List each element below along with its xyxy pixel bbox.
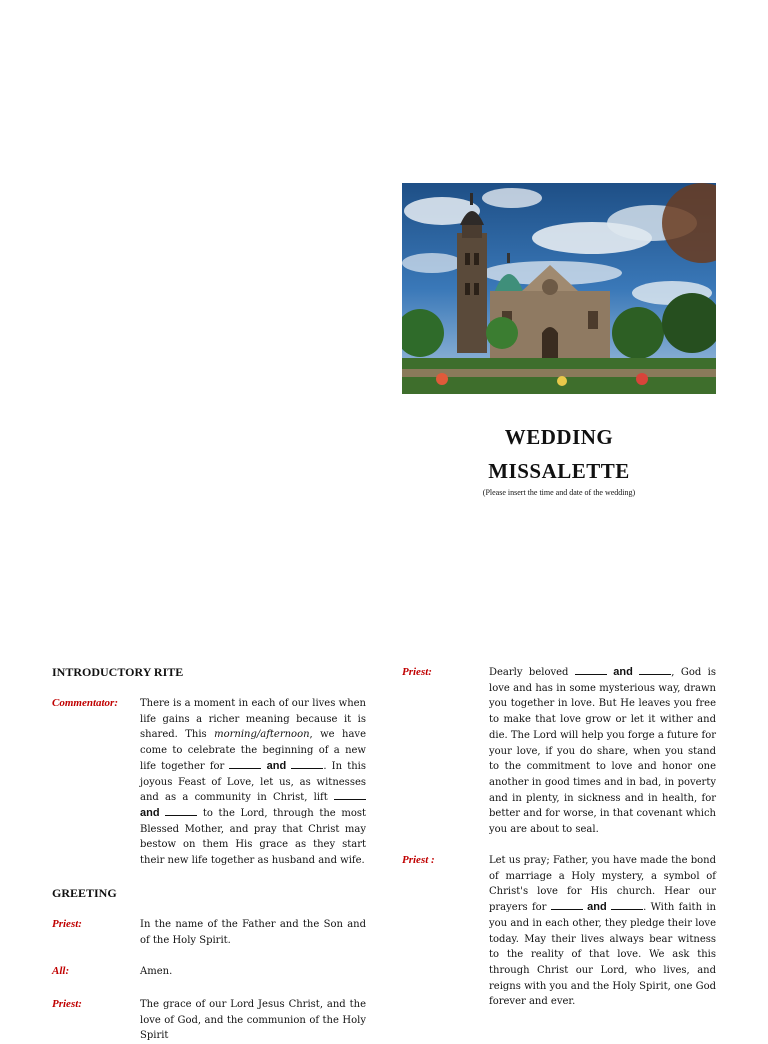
role-priest: Priest: xyxy=(52,998,82,1010)
priest-prayer-text: Let us pray; Father, you have made the bond of marriage a Holy mystery, a symbol of Christ's love for His church. Hear our prayers for and . With faith in you and in each other, they pledge their love today. May their lives always bear witness to the reality of that love. We ask this through Christ our Lord, who lives, and reigns with you and the Holy Spirit, one God forever and ever. xyxy=(489,855,716,1008)
name-blank xyxy=(611,900,643,910)
emphasis-morning-afternoon: morning/afternoon xyxy=(214,729,310,741)
cover-title-line2: MISSALETTE xyxy=(488,459,630,483)
priest-address-text: Dearly beloved and , God is love and has in some mysterious way, drawn you together in love. But He leaves you free to make that love grow or let it wither and die. The Lord will help you forge a future for your love, if you do share, when you stand to the commitment to love and honor one another in good times and in bad, in poverty and in plenty, in sickness and in health, for better and for worse, in that covenant which you are about to seal. xyxy=(489,666,717,836)
name-blank xyxy=(639,665,671,675)
priest-grace-text: The grace of our Lord Jesus Christ, and the love of God, and the communion of the Holy Spirit xyxy=(140,999,366,1042)
priest-greeting-text: In the name of the Father and the Son and of the Holy Spirit. xyxy=(140,919,366,946)
heading-greeting: GREETING xyxy=(52,886,117,900)
cover-title-line1: WEDDING xyxy=(504,425,614,449)
role-priest: Priest: xyxy=(402,666,432,678)
name-blank xyxy=(334,790,366,800)
manila-cathedral-photo xyxy=(402,183,716,394)
name-blank xyxy=(165,806,197,816)
role-commentator: Commentator: xyxy=(52,697,119,709)
cover-note: (Please insert the time and date of the wedding) xyxy=(482,488,636,497)
role-all: All: xyxy=(52,965,70,977)
heading-introductory-rite: INTRODUCTORY RITE xyxy=(52,665,184,679)
commentator-text: There is a moment in each of our lives when life gains a richer meaning because it is shared. This morning/afternoon, we have come to celebrate the beginning of a new life together for and . In this joyous Feast of Love, let us, as witnesses and as a community in Christ, lift and to the Lord, through the most Blessed Mother, and pray that Christ may bestow on them His grace as they start their new life together as husband and wife. xyxy=(140,698,367,867)
name-blank xyxy=(229,759,261,769)
name-blank xyxy=(551,900,583,910)
role-priest: Priest : xyxy=(402,854,435,866)
name-blank xyxy=(291,759,323,769)
role-priest: Priest: xyxy=(52,918,82,930)
cover-photo xyxy=(402,183,716,394)
all-response-text: Amen. xyxy=(140,966,173,977)
name-blank xyxy=(575,665,607,675)
